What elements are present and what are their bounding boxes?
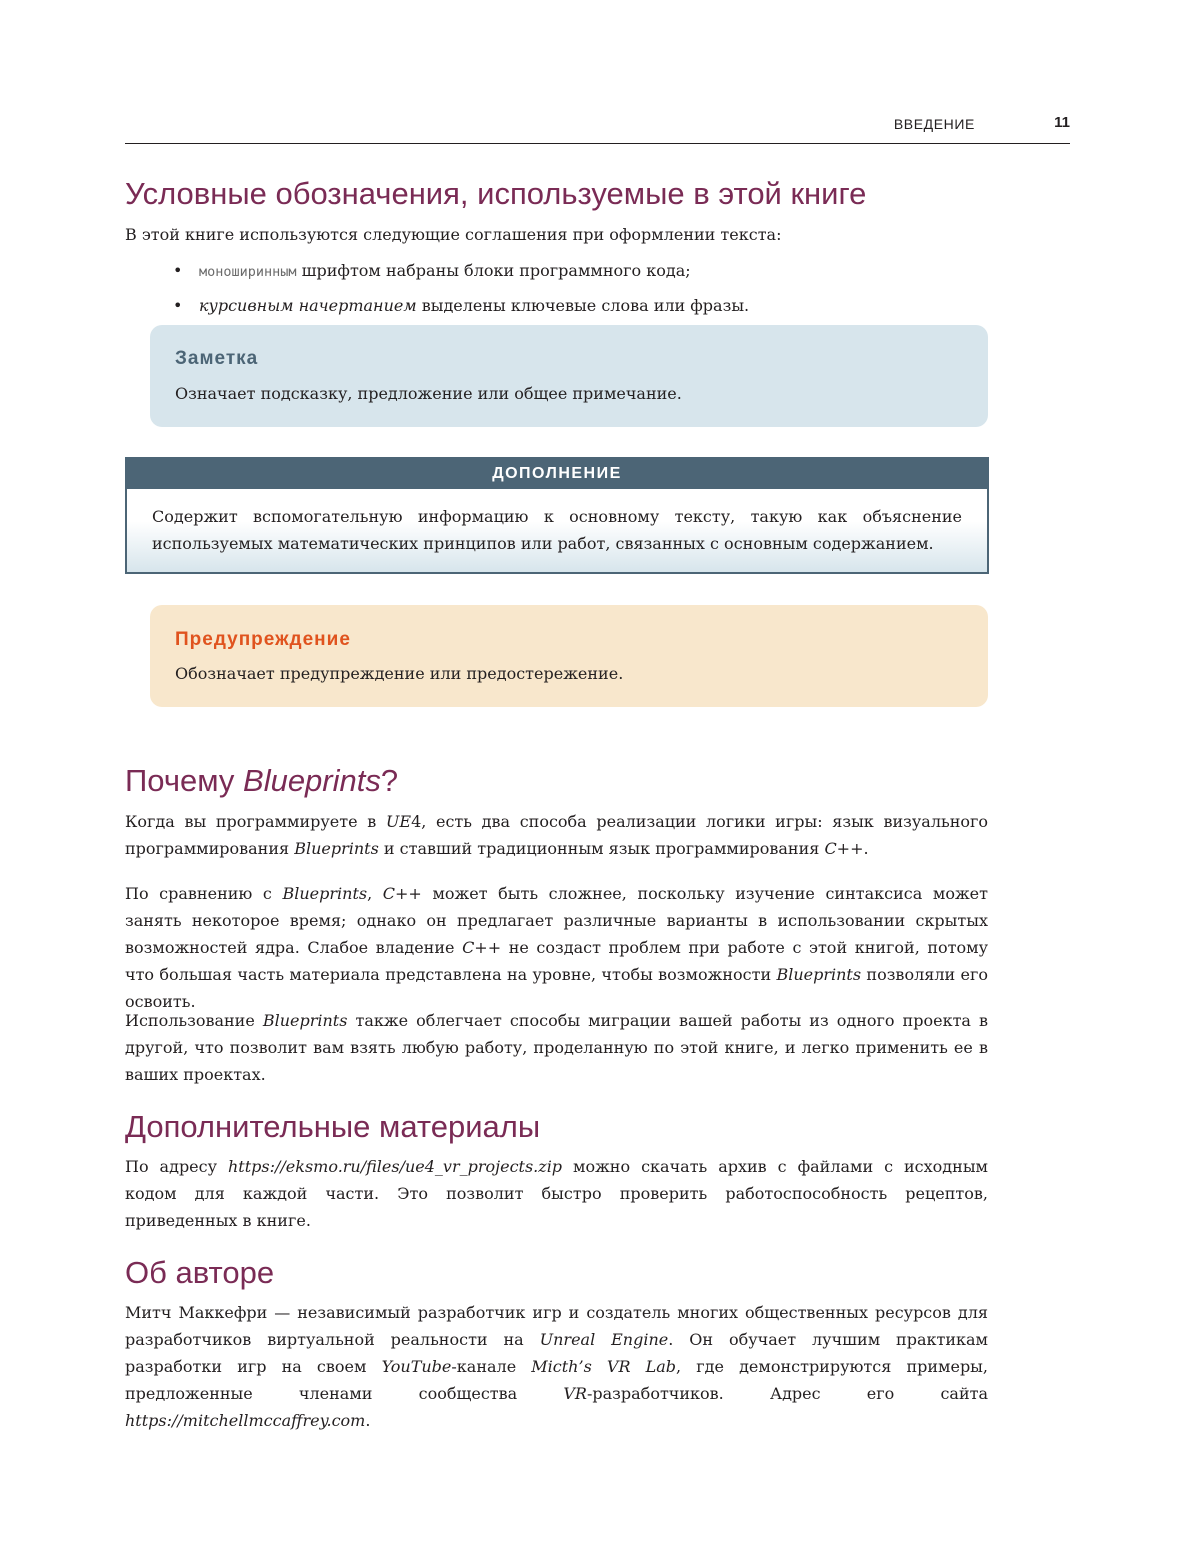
warning-box xyxy=(150,605,988,707)
why-blueprints-heading: Почему Blueprints? xyxy=(125,763,399,798)
monospace-sample: моноширинным xyxy=(199,264,297,280)
chapter-name: ВВЕДЕНИЕ xyxy=(893,116,975,132)
why-paragraph-1: Когда вы программируете в UE4, есть два способа реализации логики игры: язык визуального программирования Blueprints и ставший традиционным язык программирования C++. xyxy=(125,812,988,858)
author-paragraph: Митч Маккефри — независимый разработчик игр и создатель многих общественных ресурсов для разработчиков виртуальной реальности на Unreal Engine. Он обучает лучшим практикам разработки игр на своем YouTube-канале Micth’s VR Lab, где демонстрируются примеры, предложенные членами сообщества VR-разработчиков. Адрес его сайта https://mitchellmccaffrey.com. xyxy=(125,1303,989,1430)
conventions-list xyxy=(173,254,749,322)
conventions-intro: В этой книге используются следующие соглашения при оформлении текста: xyxy=(125,225,782,244)
warning-text: Обозначает предупреждение или предостережение. xyxy=(175,664,624,683)
materials-url: https://eksmo.ru/files/ue4_vr_projects.zip xyxy=(228,1157,563,1176)
author-heading: Об авторе xyxy=(125,1255,275,1290)
list-item: • курсивным начертанием выделены ключевые слова или фразы. xyxy=(173,289,749,322)
author-site-url: https://mitchellmccaffrey.com xyxy=(125,1411,366,1430)
italic-sample: курсивным начертанием xyxy=(199,296,417,315)
materials-heading: Дополнительные материалы xyxy=(125,1109,541,1144)
note-title: Заметка xyxy=(175,348,259,369)
why-paragraph-2: По сравнению с Blueprints, C++ может быть сложнее, поскольку изучение синтаксиса может занять некоторое время; однако он предлагает различные варианты в использовании скрытых возможностей ядра. Слабое владение C++ не создаст проблем при работе с этой книгой, потому что большая часть материала представлена на уровне, чтобы возможности Blueprints позволяли его освоить. xyxy=(125,884,989,1011)
why-paragraph-3: Использование Blueprints также облегчает способы миграции вашей работы из одного проекта в другой, что позволит вам взять любую работу, проделанную по этой книге, и легко применить ее в ваших проектах. xyxy=(125,1011,989,1084)
warning-title: Предупреждение xyxy=(175,629,351,650)
sidebar-box xyxy=(125,457,989,574)
sidebar-title: ДОПОЛНЕНИЕ xyxy=(127,459,987,489)
sidebar-text: Содержит вспомогательную информацию к основному тексту, такую как объяснение используемых математических принципов или работ, связанных с основным содержанием. xyxy=(152,507,962,553)
running-header xyxy=(125,114,1070,144)
conventions-heading: Условные обозначения, используемые в этой книге xyxy=(125,176,867,211)
page-number: 11 xyxy=(1054,114,1070,131)
materials-paragraph: По адресу https://eksmo.ru/files/ue4_vr_projects.zip можно скачать архив с файлами с исходным кодом для каждой части. Это позволит быстро проверить работоспособность рецептов, приведенных в книге. xyxy=(125,1157,988,1230)
note-box xyxy=(150,325,988,427)
note-text: Означает подсказку, предложение или общее примечание. xyxy=(175,384,682,403)
list-item: • моноширинным шрифтом набраны блоки программного кода; xyxy=(173,254,749,289)
